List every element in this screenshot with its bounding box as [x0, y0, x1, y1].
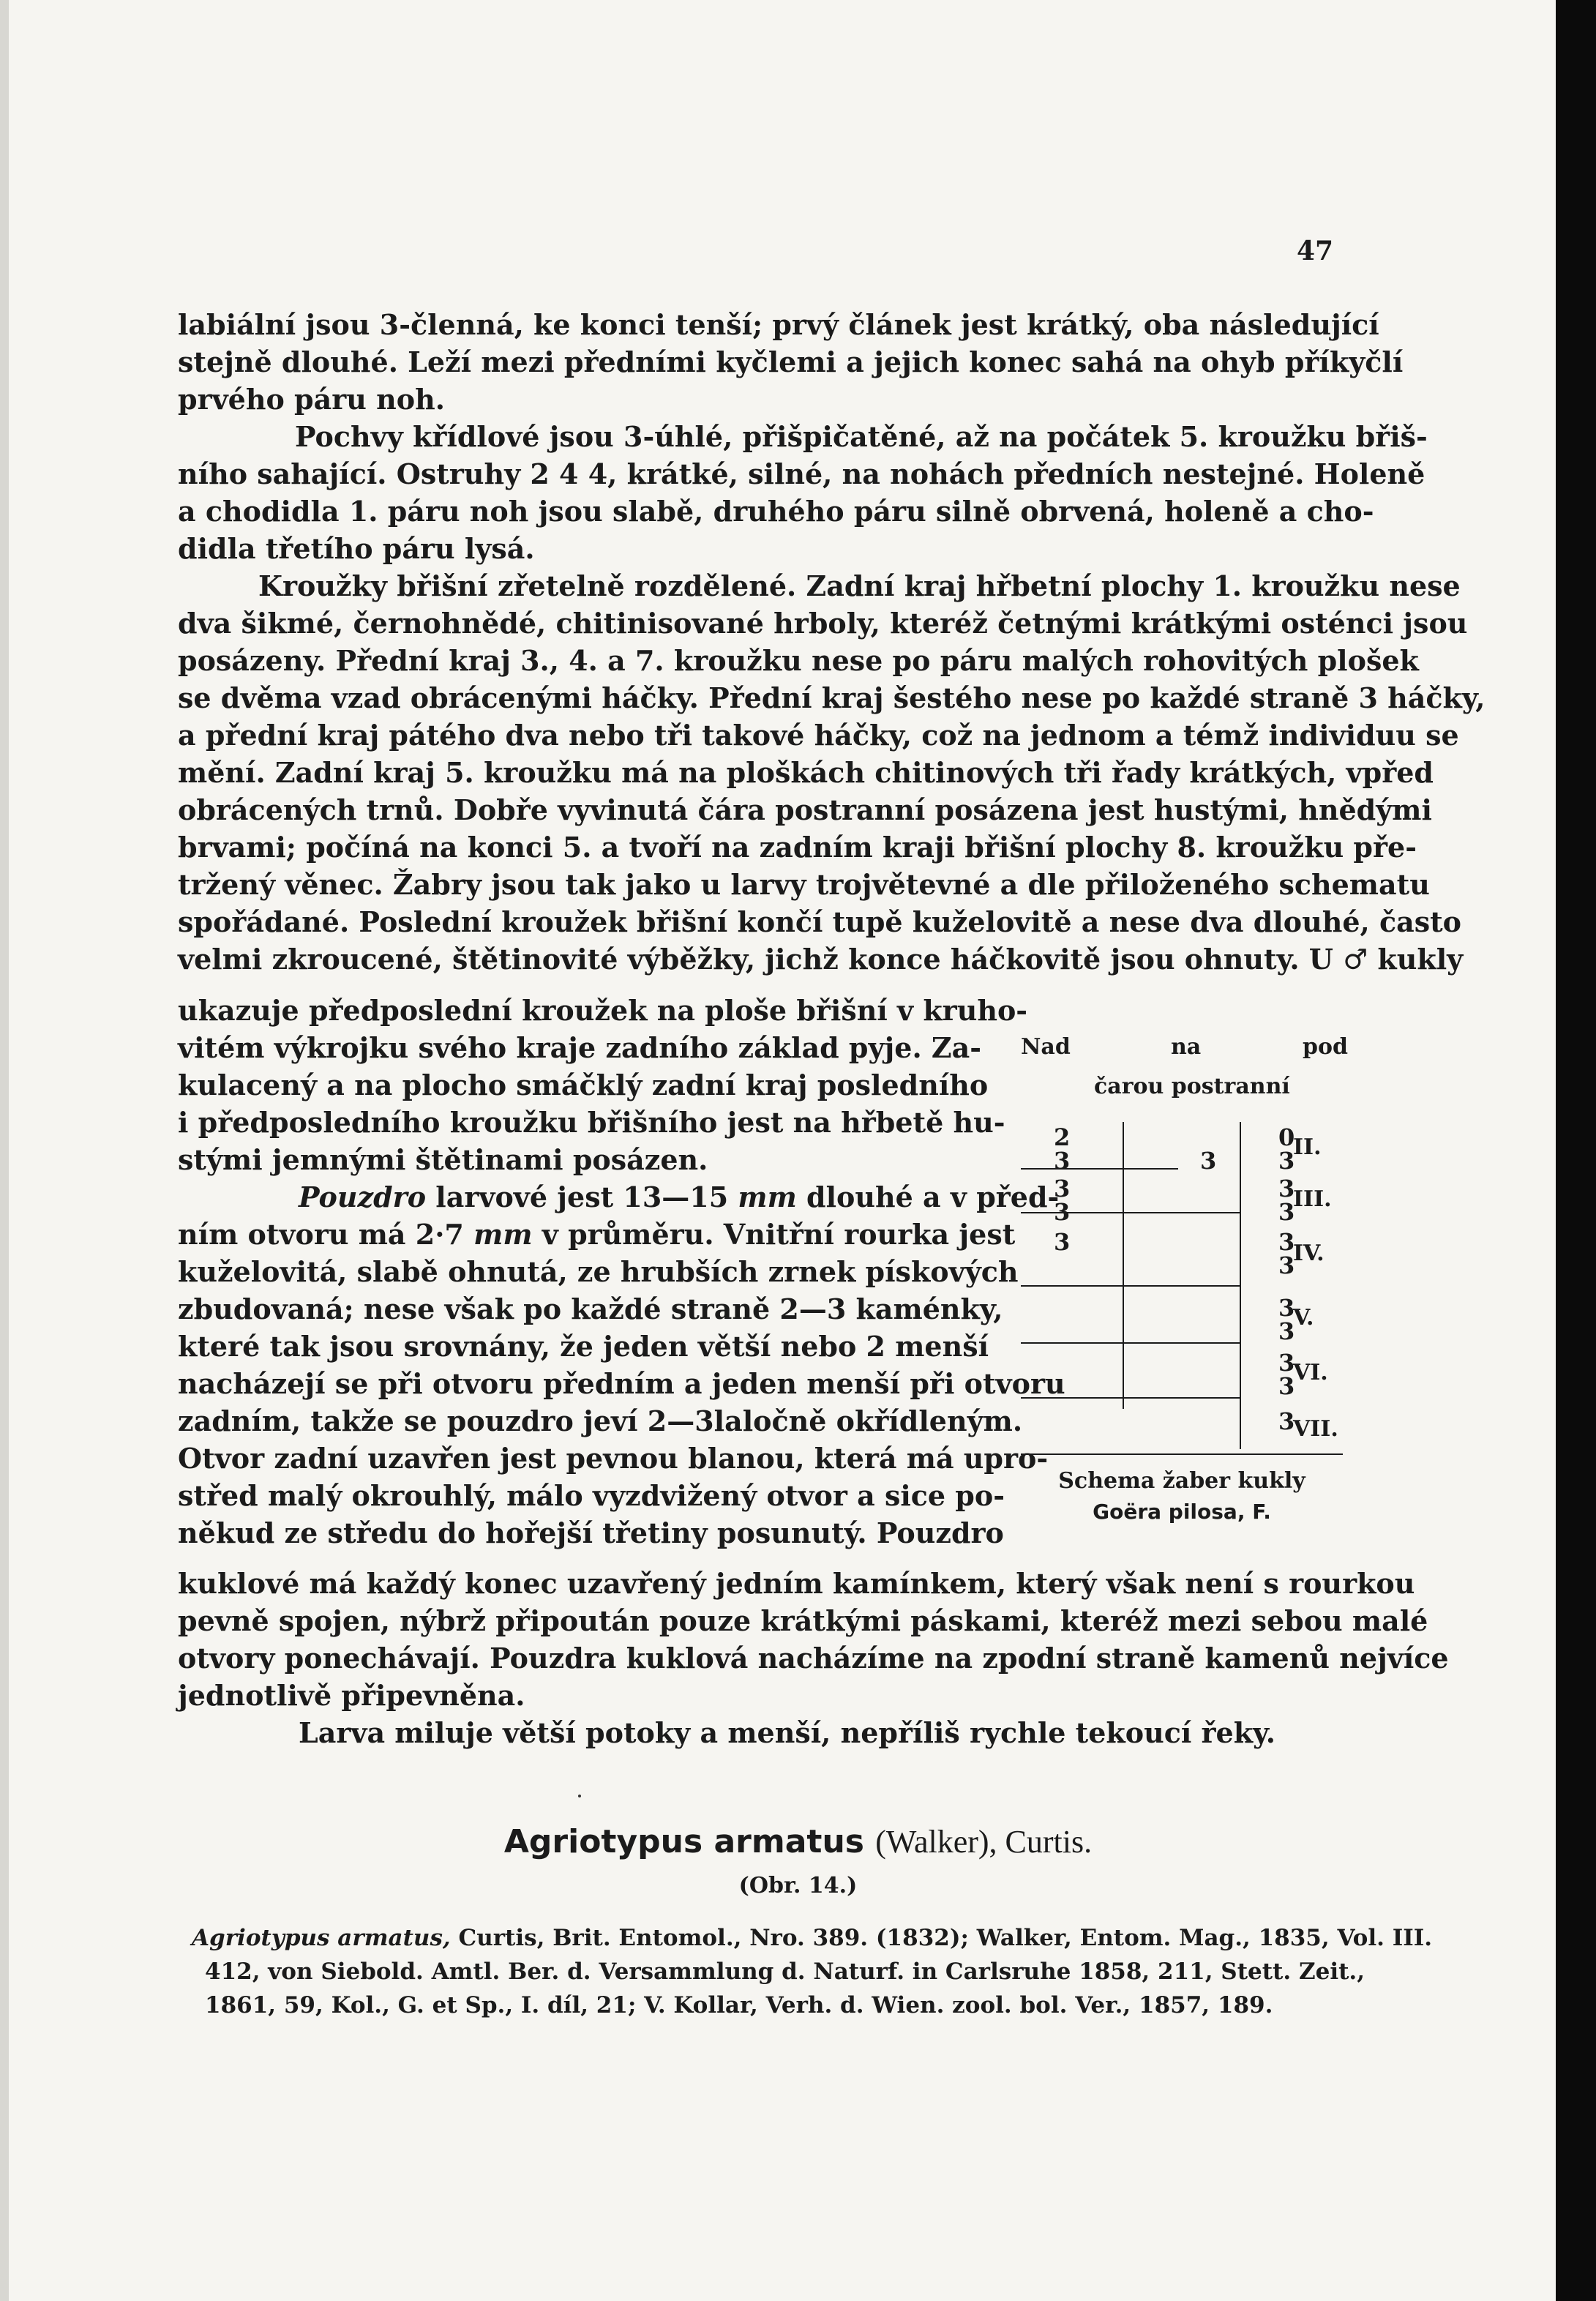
intro-paragraphs: [178, 306, 1486, 978]
references: [192, 1921, 1432, 2022]
text-line: tržený věnec. Žabry jsou tak jako u larvy trojvětevné a dle přiloženého schematu: [178, 868, 1430, 901]
text-line: i předposledního kroužku břišního jest na hřbetě hu-: [178, 1106, 1005, 1139]
text-line: zadním, takže se pouzdro jeví 2—3laločně okřídleným.: [178, 1404, 1023, 1437]
text-line: ního sahající. Ostruhy 2 4 4, krátké, silné, na nohách předních nestejné. Holeně: [178, 457, 1425, 490]
text-line: jednotlivě připevněna.: [178, 1679, 525, 1712]
schema-row-label: V.: [1293, 1305, 1314, 1331]
text-line: spořádané. Poslední kroužek břišní končí tupě kuželovitě a nese dva dlouhé, často: [178, 905, 1462, 938]
text-line: stejně dlouhé. Leží mezi předními kyčlemi a jejich konec sahá na ohyb příkyčlí: [178, 345, 1404, 378]
schema-cell: 0: [1278, 1123, 1295, 1151]
page-number: 47: [1297, 236, 1334, 266]
text-line: otvory ponechávají. Pouzdra kuklová nacházíme na zpodní straně kamenů nejvíce: [178, 1642, 1449, 1675]
schema-caption: [1021, 1466, 1343, 1527]
text-line: dva šikmé, černohnědé, chitinisované hrboly, kteréž četnými krátkými osténci jsou: [178, 607, 1468, 640]
schema-cell: 2: [1054, 1123, 1071, 1151]
text-line: a přední kraj pátého dva nebo tři takové háčky, což na jednom a témž individuu se: [178, 719, 1459, 752]
text-line: a chodidla 1. páru noh jsou slabě, druhého páru silně obrvená, holeně a cho-: [178, 495, 1374, 528]
text-line: labiální jsou 3-členná, ke konci tenší; prvý článek jest krátký, oba následující: [178, 308, 1379, 341]
text-line: ukazuje předposlední kroužek na ploše břišní v kruho-: [178, 994, 1028, 1027]
unit-mm: mm: [473, 1218, 533, 1251]
text-line: které tak jsou srovnány, že jeden větší nebo 2 menší: [178, 1330, 989, 1363]
species-author: (Walker), Curtis.: [875, 1824, 1093, 1860]
refs-species: Agriotypus armatus,: [192, 1925, 451, 1951]
schema-cell: 3: [1278, 1294, 1295, 1322]
text-line: prvého páru noh.: [178, 383, 445, 416]
schema-cell: 3: [1278, 1349, 1295, 1377]
schema-cell: 3: [1054, 1228, 1071, 1256]
text-line: Agriotypus armatus, Curtis, Brit. Entomol., Nro. 389. (1832); Walker, Entom. Mag., 1835, Vol. III.: [192, 1925, 1432, 1951]
text-line: mění. Zadní kraj 5. kroužku má na ploškách chitinových tři řady krátkých, vpřed: [178, 756, 1434, 789]
text-line: Pochvy křídlové jsou 3-úhlé, přišpičatěné, až na počátek 5. kroužku břiš-: [295, 420, 1428, 453]
schema-header-below: pod: [1303, 1034, 1348, 1060]
text-line: zbudovaná; nese však po každé straně 2—3 kaménky,: [178, 1292, 1003, 1325]
text-line: didla třetího páru lysá.: [178, 532, 535, 565]
schema-row-label: IV.: [1293, 1241, 1325, 1266]
schema-cell: 3: [1200, 1147, 1217, 1175]
schema-row-label: VII.: [1293, 1416, 1338, 1442]
text-line: Pouzdro larvové jest 13—15 mm dlouhé a v před-: [299, 1181, 1060, 1213]
schema-cell: 3: [1278, 1251, 1295, 1279]
text-line: ním otvoru má 2·7 mm v průměru. Vnitřní rourka jest: [178, 1218, 1016, 1251]
text-line: kuklové má každý konec uzavřený jedním kamínkem, který však není s rourkou: [178, 1567, 1415, 1600]
section-title: [0, 1823, 1596, 1860]
schema-cell: 3: [1278, 1372, 1295, 1400]
schema-header-line: čarou postranní: [1094, 1074, 1290, 1099]
text-line: velmi zkroucené, štětinovité výběžky, jichž konce háčkovitě jsou ohnuty. U ♂ kukly: [178, 943, 1464, 976]
schema-cell: 3: [1278, 1175, 1295, 1202]
text-line: Kroužky břišní zřetelně rozdělené. Zadní kraj hřbetní plochy 1. kroužku nese: [258, 569, 1461, 602]
species-name: Agriotypus armatus: [503, 1823, 864, 1860]
schema-cell: 3: [1278, 1407, 1295, 1435]
text-line: nacházejí se při otvoru předním a jeden menší při otvoru: [178, 1367, 1065, 1400]
unit-mm: mm: [738, 1181, 797, 1213]
text-line: brvami; počíná na konci 5. a tvoří na zadním kraji břišní plochy 8. kroužku pře-: [178, 831, 1417, 864]
schema-row-label: VI.: [1293, 1360, 1328, 1385]
text-line: 1861, 59, Kol., G. et Sp., I. díl, 21; V. Kollar, Verh. d. Wien. zool. bol. Ver., 1857, 189.: [205, 1992, 1273, 2018]
schema-cell: 3: [1278, 1228, 1295, 1256]
text-line: kuželovitá, slabě ohnutá, ze hrubších zrnek pískových: [178, 1255, 1019, 1288]
schema-row-label: III.: [1293, 1186, 1332, 1212]
text-line: někud ze středu do hořejší třetiny posunutý. Pouzdro: [178, 1516, 1004, 1549]
scan-edge-left: [0, 0, 9, 2301]
text-line: 412, von Siebold. Amtl. Ber. d. Versammlung d. Naturf. in Carlsruhe 1858, 211, Stett. Zeit.,: [205, 1958, 1365, 1985]
scan-edge-right: [1556, 0, 1596, 2301]
schema-cell: 3: [1278, 1198, 1295, 1226]
figure-reference: (Obr. 14.): [738, 1873, 858, 1898]
schema-row-label: II.: [1293, 1134, 1322, 1160]
text-line: stými jemnými štětinami posázen.: [178, 1143, 708, 1176]
after-schema-paragraph: [178, 1565, 1449, 1751]
text-line: obrácených trnů. Dobře vyvinutá čára postranní posázena jest hustými, hnědými: [178, 793, 1432, 826]
text-line: Otvor zadní uzavřen jest pevnou blanou, která má upro-: [178, 1442, 1049, 1475]
schema-caption-line: Schema žaber kukly: [1058, 1468, 1305, 1494]
pouzdro-word: Pouzdro: [299, 1181, 427, 1213]
text-line: kulacený a na plocho smáčklý zadní kraj posledního: [178, 1069, 989, 1101]
schema-cell: 3: [1054, 1198, 1071, 1226]
schema-cell: 3: [1278, 1147, 1295, 1175]
ornament-dot: [578, 1795, 581, 1797]
text-line: posázeny. Přední kraj 3., 4. a 7. kroužku nese po páru malých rohovitých plošek: [178, 644, 1419, 677]
schema-cell: 3: [1054, 1175, 1071, 1202]
schema-caption-species: Goëra pilosa, F.: [1093, 1500, 1271, 1524]
schema-cell: 3: [1278, 1317, 1295, 1345]
text-line: vitém výkrojku svého kraje zadního základ pyje. Za-: [178, 1031, 982, 1064]
text-line: pevně spojen, nýbrž připoután pouze krátkými páskami, kteréž mezi sebou malé: [178, 1604, 1428, 1637]
text-line: střed malý okrouhlý, málo vyzdvižený otvor a sice po-: [178, 1479, 1005, 1512]
text-line: se dvěma vzad obrácenými háčky. Přední kraj šestého nese po každé straně 3 háčky,: [178, 681, 1486, 714]
schema-header-above: Nad: [1021, 1034, 1071, 1060]
schema-cell: 3: [1054, 1147, 1071, 1175]
schema-header-mid: na: [1171, 1034, 1202, 1060]
text-line: Larva miluje větší potoky a menší, nepříliš rychle tekoucí řeky.: [299, 1716, 1275, 1749]
